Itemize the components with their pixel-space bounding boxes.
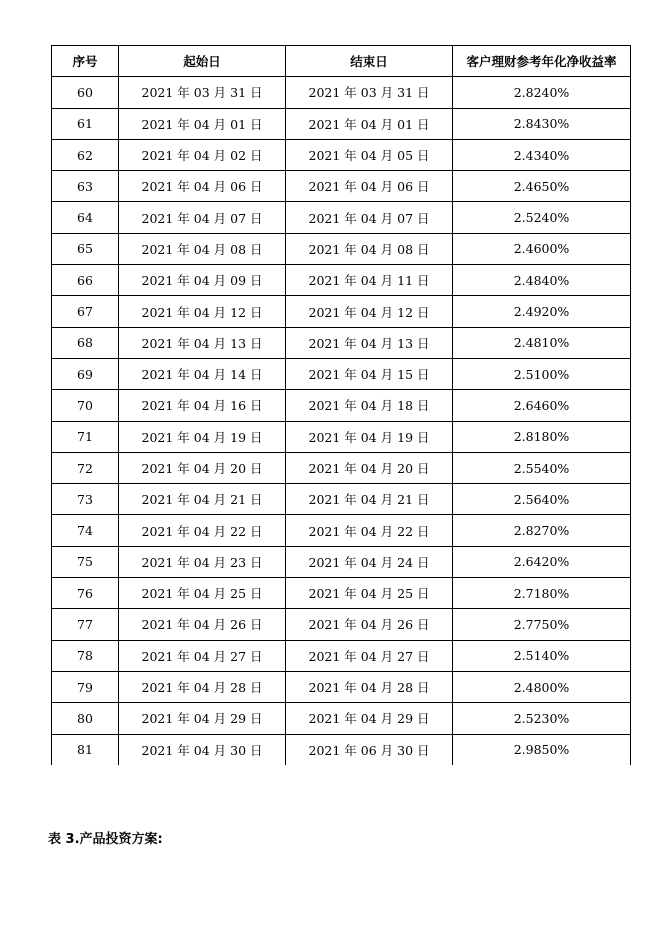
cell-annualized-net-yield: 2.5640%: [453, 484, 631, 515]
cell-end-date: 2021 年 04 月 28 日: [286, 671, 453, 702]
cell-start-date: 2021 年 04 月 25 日: [119, 578, 286, 609]
cell-start-date: 2021 年 04 月 06 日: [119, 171, 286, 202]
table-row: [52, 703, 631, 734]
cell-serial-number: 80: [52, 703, 119, 734]
cell-end-date: 2021 年 04 月 08 日: [286, 233, 453, 264]
cell-serial-number: 66: [52, 265, 119, 296]
cell-serial-number: 81: [52, 734, 119, 765]
cell-annualized-net-yield: 2.8270%: [453, 515, 631, 546]
table-row: [52, 171, 631, 202]
cell-start-date: 2021 年 04 月 30 日: [119, 734, 286, 765]
cell-annualized-net-yield: 2.8180%: [453, 421, 631, 452]
cell-annualized-net-yield: 2.9850%: [453, 734, 631, 765]
cell-serial-number: 73: [52, 484, 119, 515]
cell-end-date: 2021 年 04 月 07 日: [286, 202, 453, 233]
table-row: [52, 296, 631, 327]
cell-end-date: 2021 年 04 月 05 日: [286, 139, 453, 170]
table-row: [52, 421, 631, 452]
cell-end-date: 2021 年 06 月 30 日: [286, 734, 453, 765]
cell-annualized-net-yield: 2.4800%: [453, 671, 631, 702]
cell-start-date: 2021 年 04 月 29 日: [119, 703, 286, 734]
cell-end-date: 2021 年 04 月 21 日: [286, 484, 453, 515]
cell-start-date: 2021 年 04 月 28 日: [119, 671, 286, 702]
table-row: [52, 202, 631, 233]
section-caption: 表 3.产品投资方案:: [48, 832, 163, 847]
table-row: [52, 327, 631, 358]
cell-end-date: 2021 年 04 月 20 日: [286, 452, 453, 483]
cell-annualized-net-yield: 2.4920%: [453, 296, 631, 327]
cell-end-date: 2021 年 03 月 31 日: [286, 77, 453, 108]
cell-annualized-net-yield: 2.5140%: [453, 640, 631, 671]
cell-end-date: 2021 年 04 月 26 日: [286, 609, 453, 640]
cell-end-date: 2021 年 04 月 18 日: [286, 390, 453, 421]
cell-serial-number: 76: [52, 578, 119, 609]
cell-start-date: 2021 年 04 月 08 日: [119, 233, 286, 264]
cell-start-date: 2021 年 04 月 02 日: [119, 139, 286, 170]
cell-annualized-net-yield: 2.4650%: [453, 171, 631, 202]
cell-annualized-net-yield: 2.5540%: [453, 452, 631, 483]
yield-rate-table: [51, 45, 631, 765]
cell-serial-number: 67: [52, 296, 119, 327]
cell-start-date: 2021 年 04 月 21 日: [119, 484, 286, 515]
cell-serial-number: 78: [52, 640, 119, 671]
cell-start-date: 2021 年 04 月 14 日: [119, 358, 286, 389]
cell-annualized-net-yield: 2.6420%: [453, 546, 631, 577]
table-row: [52, 265, 631, 296]
cell-serial-number: 69: [52, 358, 119, 389]
cell-serial-number: 62: [52, 139, 119, 170]
header-annualized-net-yield: 客户理财参考年化净收益率: [453, 46, 631, 77]
cell-annualized-net-yield: 2.6460%: [453, 390, 631, 421]
cell-annualized-net-yield: 2.5100%: [453, 358, 631, 389]
cell-annualized-net-yield: 2.7750%: [453, 609, 631, 640]
cell-serial-number: 72: [52, 452, 119, 483]
cell-serial-number: 65: [52, 233, 119, 264]
cell-serial-number: 70: [52, 390, 119, 421]
cell-start-date: 2021 年 04 月 01 日: [119, 108, 286, 139]
cell-end-date: 2021 年 04 月 22 日: [286, 515, 453, 546]
table-row: [52, 452, 631, 483]
cell-end-date: 2021 年 04 月 13 日: [286, 327, 453, 358]
table-row: [52, 734, 631, 765]
cell-end-date: 2021 年 04 月 29 日: [286, 703, 453, 734]
cell-end-date: 2021 年 04 月 25 日: [286, 578, 453, 609]
cell-start-date: 2021 年 04 月 19 日: [119, 421, 286, 452]
cell-annualized-net-yield: 2.7180%: [453, 578, 631, 609]
table-row: [52, 390, 631, 421]
cell-annualized-net-yield: 2.4600%: [453, 233, 631, 264]
cell-start-date: 2021 年 04 月 09 日: [119, 265, 286, 296]
cell-end-date: 2021 年 04 月 19 日: [286, 421, 453, 452]
cell-serial-number: 71: [52, 421, 119, 452]
table-row: [52, 233, 631, 264]
table-row: [52, 546, 631, 577]
table-row: [52, 108, 631, 139]
cell-end-date: 2021 年 04 月 11 日: [286, 265, 453, 296]
cell-start-date: 2021 年 03 月 31 日: [119, 77, 286, 108]
table-row: [52, 609, 631, 640]
table-row: [52, 578, 631, 609]
cell-start-date: 2021 年 04 月 20 日: [119, 452, 286, 483]
cell-end-date: 2021 年 04 月 01 日: [286, 108, 453, 139]
cell-serial-number: 74: [52, 515, 119, 546]
cell-annualized-net-yield: 2.5230%: [453, 703, 631, 734]
cell-serial-number: 79: [52, 671, 119, 702]
cell-serial-number: 60: [52, 77, 119, 108]
table-header-row: [52, 46, 631, 77]
cell-annualized-net-yield: 2.4810%: [453, 327, 631, 358]
cell-serial-number: 75: [52, 546, 119, 577]
cell-serial-number: 61: [52, 108, 119, 139]
cell-start-date: 2021 年 04 月 12 日: [119, 296, 286, 327]
table-body: [52, 77, 631, 765]
cell-end-date: 2021 年 04 月 15 日: [286, 358, 453, 389]
cell-start-date: 2021 年 04 月 27 日: [119, 640, 286, 671]
cell-annualized-net-yield: 2.4340%: [453, 139, 631, 170]
table-row: [52, 671, 631, 702]
cell-start-date: 2021 年 04 月 22 日: [119, 515, 286, 546]
cell-start-date: 2021 年 04 月 16 日: [119, 390, 286, 421]
cell-end-date: 2021 年 04 月 12 日: [286, 296, 453, 327]
cell-start-date: 2021 年 04 月 26 日: [119, 609, 286, 640]
cell-serial-number: 68: [52, 327, 119, 358]
cell-serial-number: 63: [52, 171, 119, 202]
cell-serial-number: 77: [52, 609, 119, 640]
table-row: [52, 77, 631, 108]
cell-annualized-net-yield: 2.5240%: [453, 202, 631, 233]
cell-start-date: 2021 年 04 月 23 日: [119, 546, 286, 577]
cell-end-date: 2021 年 04 月 27 日: [286, 640, 453, 671]
cell-annualized-net-yield: 2.8430%: [453, 108, 631, 139]
cell-start-date: 2021 年 04 月 07 日: [119, 202, 286, 233]
cell-end-date: 2021 年 04 月 06 日: [286, 171, 453, 202]
cell-annualized-net-yield: 2.8240%: [453, 77, 631, 108]
table-row: [52, 515, 631, 546]
header-end-date: 结束日: [286, 46, 453, 77]
table-row: [52, 484, 631, 515]
table-row: [52, 640, 631, 671]
cell-end-date: 2021 年 04 月 24 日: [286, 546, 453, 577]
header-serial-number: 序号: [52, 46, 119, 77]
cell-serial-number: 64: [52, 202, 119, 233]
table-row: [52, 139, 631, 170]
cell-annualized-net-yield: 2.4840%: [453, 265, 631, 296]
cell-start-date: 2021 年 04 月 13 日: [119, 327, 286, 358]
header-start-date: 起始日: [119, 46, 286, 77]
table-row: [52, 358, 631, 389]
